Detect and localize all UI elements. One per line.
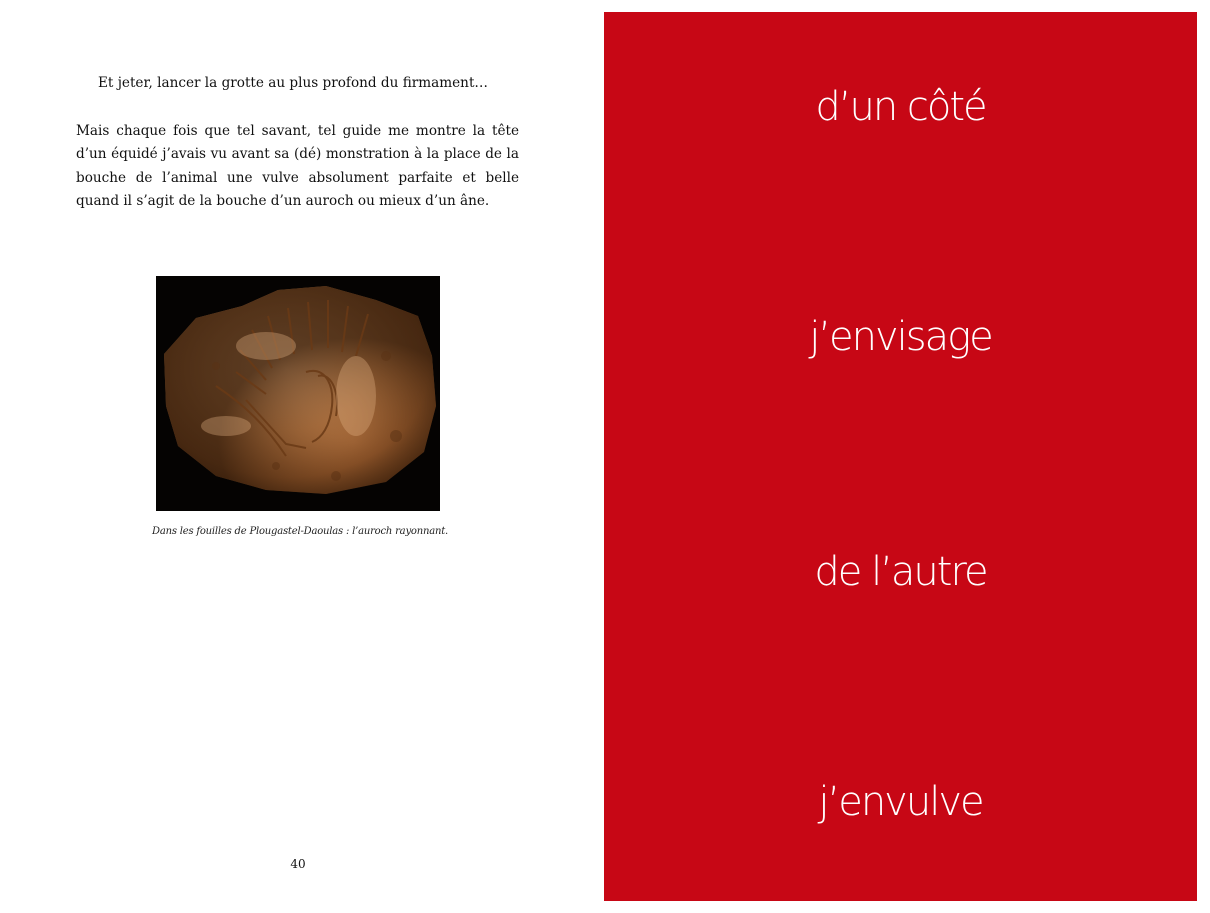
poem-line-4: j’envulve	[818, 779, 983, 825]
left-page	[0, 0, 604, 913]
poem-line-1: d’un côté	[815, 84, 986, 130]
engraved-stone-photo	[156, 276, 440, 511]
right-page-red-panel	[604, 12, 1197, 901]
figure-caption: Dans les fouilles de Plougastel-Daoulas : l’auroch rayonnant.	[152, 526, 448, 537]
poem-line-3: de l’autre	[814, 549, 987, 595]
poem-line-2: j’envisage	[809, 314, 992, 360]
body-text	[76, 72, 519, 214]
paragraph-1: Et jeter, lancer la grotte au plus profond du firmament…	[98, 75, 488, 91]
paragraph-2: Mais chaque fois que tel savant, tel guide me montre la tête d’un équidé j’avais vu avant sa (dé) monstration à la place de la bouche de l’animal une vulve absolument parfaite et belle quand il s’agit de la bouche d’un auroch ou mieux d’un âne.	[76, 122, 519, 210]
page-number: 40	[290, 857, 306, 871]
